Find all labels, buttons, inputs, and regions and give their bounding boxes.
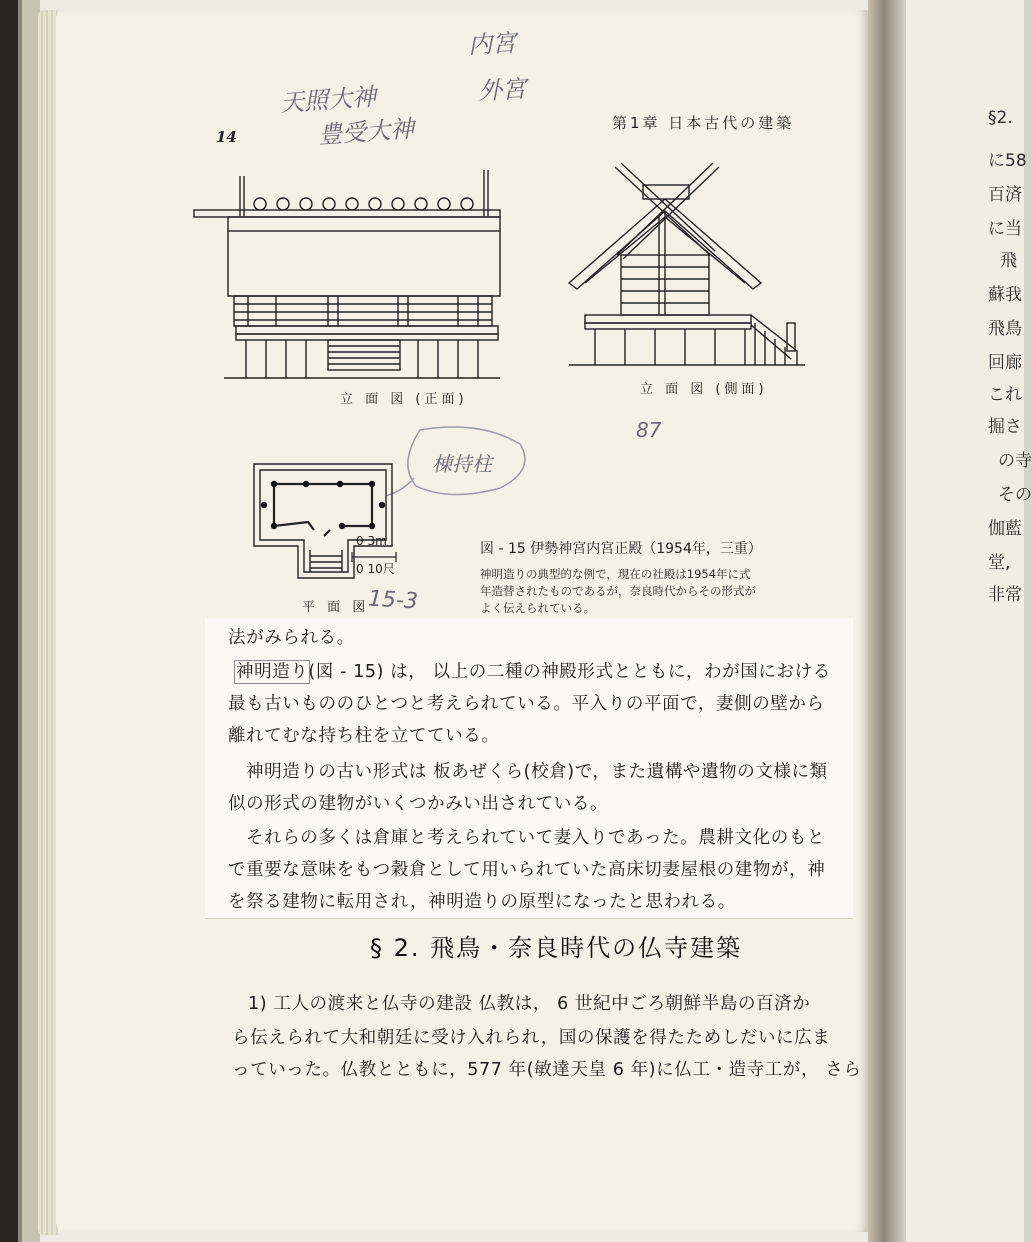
handwritten-note: 豊受大神: [317, 114, 416, 150]
body-text-line: それらの多くは倉庫と考えられていて妻入りであった。農耕文化のもと: [246, 828, 826, 848]
page-number: 14: [216, 128, 237, 146]
next-page-line: に当: [988, 219, 1022, 239]
figure-title: 図 - 15 伊勢神宮内宮正殿（1954年，三重）: [480, 541, 762, 557]
scale-metric: 0 3m: [356, 534, 387, 548]
front-elevation-drawing: [188, 170, 508, 385]
handwritten-bubble-note: 棟持柱: [432, 452, 492, 476]
figure-note-line: よく伝えられている。: [480, 601, 595, 615]
next-page-line: 百済: [988, 185, 1022, 205]
page-stack-edge: [38, 10, 58, 1235]
body-text-line: 1) 工人の渡来と仏寺の建設 仏教は， 6 世紀中ごろ朝鮮半島の百済か: [248, 994, 811, 1014]
caption-plan: 平 面 図: [302, 600, 370, 615]
section-title: § 2. 飛鳥・奈良時代の仏寺建築: [370, 934, 743, 962]
handwritten-reference: 15-3: [367, 586, 419, 615]
figure-note-line: 神明造りの典型的な例で，現在の社殿は1954年に式: [480, 567, 751, 581]
body-text-line: [236, 658, 831, 683]
figure-note-line: 年造替されたものであるが，奈良時代からその形式が: [480, 584, 756, 598]
boxed-term: 神明造り: [236, 662, 309, 682]
body-text-line: で重要な意味をもつ穀倉として用いられていた高床切妻屋根の建物が，神: [228, 860, 826, 880]
body-text-line: 神明造りの古い形式は 板あぜくら(校倉)で，また遺構や遺物の文様に類: [246, 762, 828, 782]
next-page-line: 飛: [1000, 251, 1017, 271]
running-header: 第1章 日本古代の建築: [612, 114, 795, 132]
next-page-line: §2.: [988, 108, 1013, 128]
body-text-segment: (図 - 15) は， 以上の二種の神殿形式とともに，わが国における: [308, 662, 831, 682]
handwritten-number: 87: [636, 418, 662, 442]
next-page-line: これ: [988, 385, 1022, 405]
book-gutter: [868, 0, 908, 1242]
scale-shaku: 0 10尺: [356, 562, 395, 576]
body-text-line: を祭る建物に転用され，神明造りの原型になったと思われる。: [228, 892, 736, 912]
body-text-line: っていった。仏教とともに，577 年(敏達天皇 6 年)に仏工・造寺工が， さら: [232, 1060, 862, 1080]
next-page-line: に58: [988, 151, 1027, 171]
body-text-line: 似の形式の建物がいくつかみい出されている。: [228, 794, 609, 814]
handwritten-note: 天照大神: [279, 82, 378, 118]
next-page-line: その: [998, 485, 1032, 505]
body-text-line: 離れてむな持ち柱を立てている。: [228, 726, 500, 746]
caption-side-elevation: 立 面 図 (側面): [640, 382, 768, 397]
next-page-line: 飛鳥: [988, 319, 1022, 339]
next-page-line: 堂,: [988, 553, 1011, 573]
next-page-line: 蘇我: [988, 285, 1022, 305]
next-page-line: 掘さ: [988, 417, 1022, 437]
next-page-line: 回廊: [988, 353, 1022, 373]
side-elevation-drawing: [565, 155, 810, 370]
handwritten-note: 内宮: [467, 28, 517, 60]
body-text-line: 最も古いもののひとつと考えられている。平入りの平面で，妻側の壁から: [228, 694, 825, 714]
next-page-line: 伽藍: [988, 519, 1022, 539]
body-text-line: ら伝えられて大和朝廷に受け入れられ，国の保護を得たためしだいに広ま: [232, 1028, 831, 1048]
caption-front-elevation: 立 面 図 (正面): [340, 392, 468, 407]
book-spine-edge: [0, 0, 40, 1242]
handwritten-note: 外宮: [477, 74, 527, 106]
next-page-line: 非常: [988, 585, 1022, 605]
body-text-line: 法がみられる。: [228, 628, 355, 648]
next-page-line: の寺: [998, 451, 1032, 471]
